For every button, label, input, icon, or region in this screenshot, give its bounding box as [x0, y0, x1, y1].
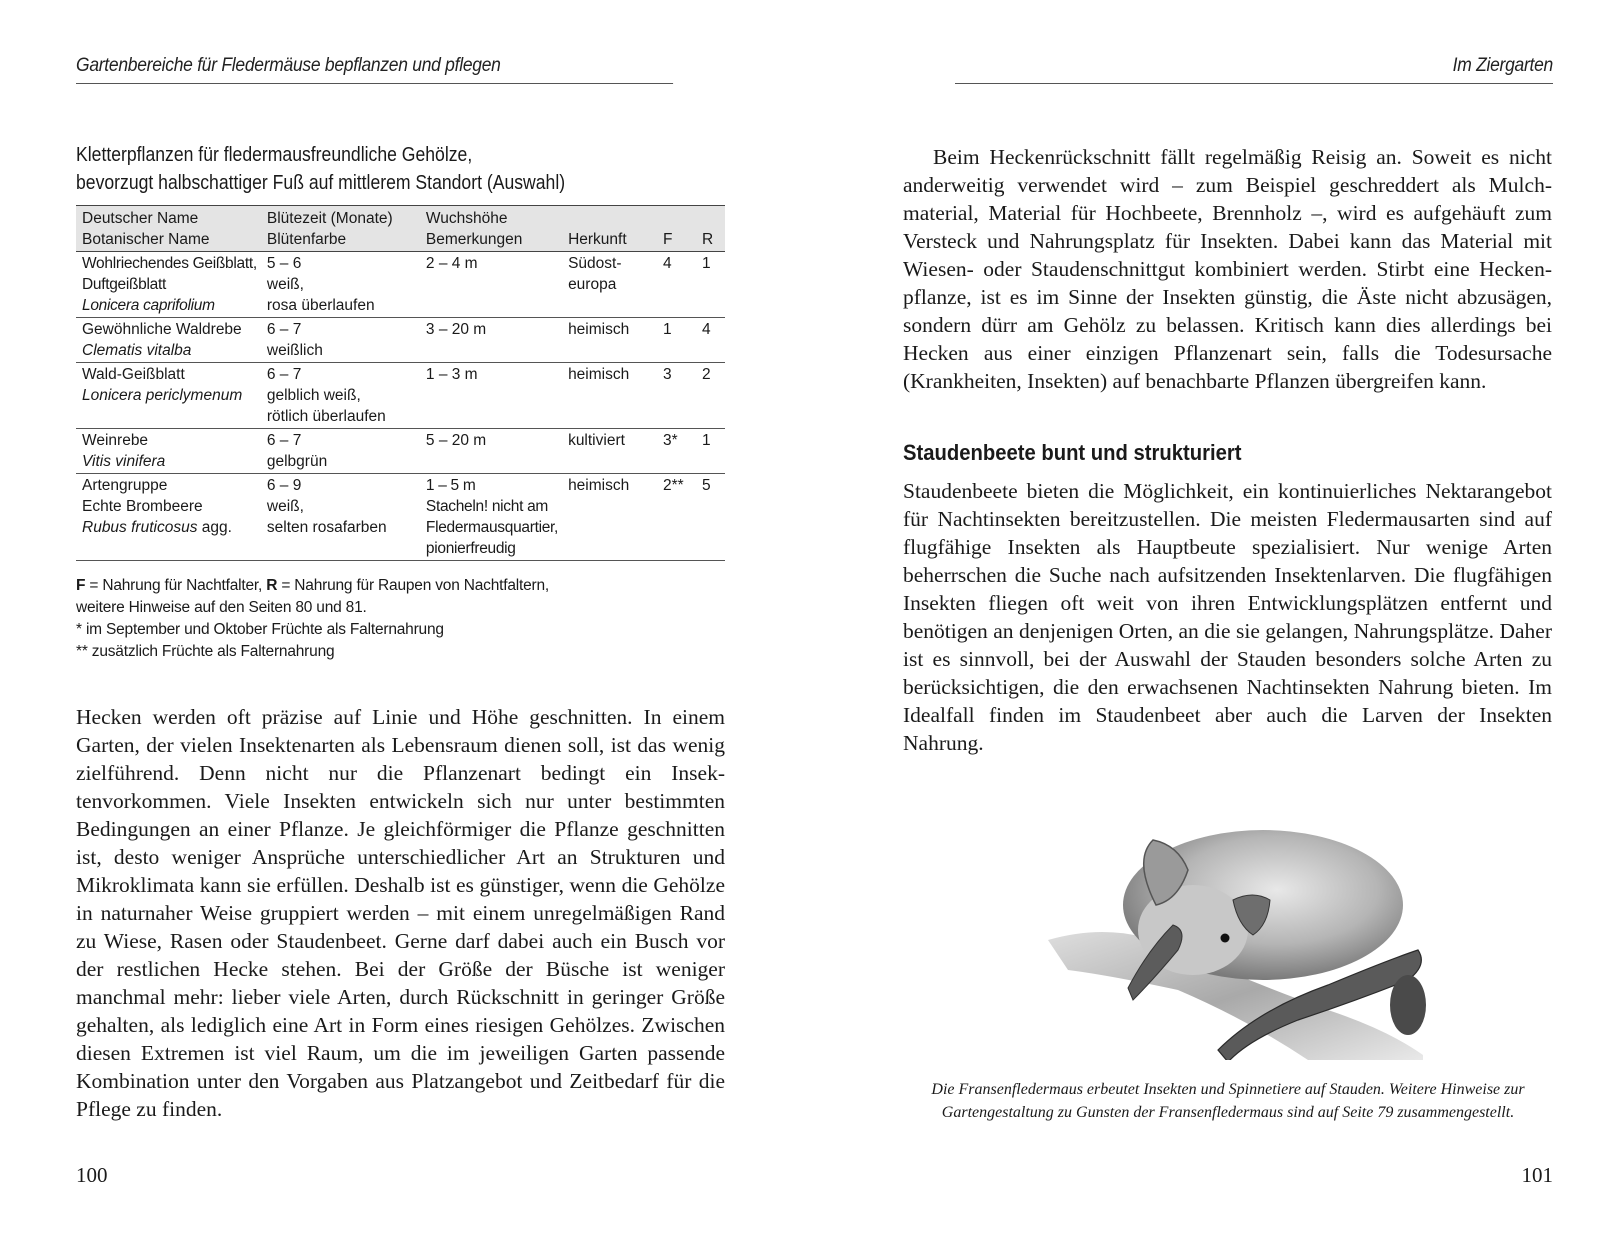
cell-origin: heimisch: [562, 474, 657, 561]
cell-f: 2**: [657, 474, 696, 561]
cell-origin: Südost- europa: [562, 252, 657, 318]
cell-bloom: 6 – 7 gelbgrün: [261, 429, 420, 474]
header-r: R: [696, 206, 725, 252]
table-row: [76, 318, 725, 363]
footnote-single-asterisk: * im September und Oktober Früchte als Falternahrung: [76, 621, 444, 638]
header-f: F: [657, 206, 696, 252]
cell-f: 4: [657, 252, 696, 318]
running-head-right: Im Ziergarten: [955, 54, 1553, 84]
page-number: 100: [76, 1163, 108, 1187]
cell-r: 5: [696, 474, 725, 561]
cell-height: 2 – 4 m: [420, 252, 562, 318]
table-title: Kletterpflanzen für fledermausfreundliche Gehölze, bevorzugt halbschattiger Fuß auf mittlerem Standort (Auswahl): [76, 144, 566, 194]
body-paragraph: Hecken werden oft präzise auf Linie und Höhe geschnitten. In einem Garten, der vielen Insektenarten als Lebensraum dienen soll, ist das wenig zielführend. Denn nicht nur die Pflanzenart bedingt ein Insektenvorkommen. Viele Insekten entwickeln sich nur unter bestimmten Bedingungen an einer Pflanze. Je gleichförmiger die Pflanze geschnitten ist, desto weniger Ansprüche unterschiedlicher Art an Strukturen und Mikroklimata kann sie erfüllen. Deshalb ist es günstiger, wenn die Gehölze in naturnaher Weise gruppiert werden – mit einem unregelmäßigen Rand zu Wiese, Rasen oder Staudenbeet. Gerne darf dabei auch ein Busch vor der restlichen Hecke stehen. Bei der Größe der Büsche ist weniger manchmal mehr: lieber viele Arten, durch Rückschnitt in geringer Größe gehalten, als lediglich eine Art in Form eines riesigen Gehölzes. Zwischen diesen Extremen ist viel Raum, um die im jeweiligen Garten passende Kombination unter den Vorgaben aus Platzangebot und Zeitbedarf für die Pflege zu finden.: [76, 705, 725, 1121]
cell-r: 1: [696, 252, 725, 318]
header-bloom: Blütezeit (Monate) Blütenfarbe: [261, 206, 420, 252]
cell-bloom: 6 – 7 weißlich: [261, 318, 420, 363]
cell-bloom: 6 – 9 weiß, selten rosafarben: [261, 474, 420, 561]
header-origin: Herkunft: [562, 206, 657, 252]
table-header-row: [76, 206, 725, 252]
cell-name: Gewöhnliche Waldrebe Clematis vitalba: [76, 318, 261, 363]
cell-origin: heimisch: [562, 363, 657, 429]
legend-note: F = Nahrung für Nachtfalter, R = Nahrung für Raupen von Nachtfaltern,: [76, 577, 550, 594]
cell-origin: heimisch: [562, 318, 657, 363]
table-row: [76, 363, 725, 429]
cell-name: Wald-Geißblatt Lonicera periclymenum: [76, 363, 261, 429]
running-head-left: Gartenbereiche für Fledermäuse bepflanzen und pflegen: [76, 54, 673, 84]
cell-r: 2: [696, 363, 725, 429]
right-page: [903, 0, 1553, 1240]
header-height: Wuchshöhe Bemerkungen: [420, 206, 562, 252]
header-name: Deutscher Name Botanischer Name: [76, 206, 261, 252]
table-row: [76, 252, 725, 318]
cell-height: 3 – 20 m: [420, 318, 562, 363]
page-number: 101: [1521, 1163, 1553, 1187]
cell-r: 4: [696, 318, 725, 363]
body-paragraph: Staudenbeete bieten die Möglichkeit, ein kontinuierliches Nektarangebot für Nachtinsekten bereitzustellen. Die meisten Fledermausarten sind auf flugfähige Insekten als Hauptbeute spezialisiert. Nur wenige Arten beherrschen die Suche nach aufsitzenden Insektenlarven. Die flugfähigen Insekten fliegen oft weit von ihren Entwicklungsplätzen entfernt und benötigen an denjenigen Orten, an die sie gelangen, Nahrungsplätze. Daher ist es sinnvoll, bei der Auswahl der Stauden besonders solche Arten zu berücksichtigen, die den erwachsenen Nachtinsekten Nahrung bieten. Im Idealfall finden im Staudenbeet aber auch die Larven der Insekten Nahrung.: [903, 479, 1552, 755]
cell-bloom: 6 – 7 gelblich weiß, rötlich überlaufen: [261, 363, 420, 429]
table-row: [76, 474, 725, 561]
cell-height: 5 – 20 m: [420, 429, 562, 474]
footnote-double-asterisk: ** zusätzlich Früchte als Falternahrung: [76, 643, 335, 660]
section-heading: Staudenbeete bunt und strukturiert: [903, 440, 1242, 465]
cell-height: 1 – 3 m: [420, 363, 562, 429]
cell-name: Wohlriechendes Geißblatt, Duftgeißblatt Lonicera caprifolium: [76, 252, 261, 318]
bat-icon: [1028, 800, 1428, 1060]
bat-illustration: [1028, 800, 1428, 1060]
cell-origin: kultiviert: [562, 429, 657, 474]
cell-f: 3: [657, 363, 696, 429]
figure-caption: Die Fransenfledermaus erbeutet Insekten und Spinnetiere auf Stauden. Weitere Hinweise zur Gartengestaltung zu Gunsten der Fransenfledermaus sind auf Seite 79 zusammengestellt.: [931, 1081, 1525, 1121]
left-page: [76, 0, 725, 1240]
table-footnotes: F = Nahrung für Nachtfalter, R = Nahrung für Raupen von Nachtfaltern, weitere Hinweise auf den Seiten 80 und 81. * im September und Oktober Früchte als Falternahrung ** zusätzlich Früchte als Falternahrung: [76, 575, 725, 663]
cell-f: 1: [657, 318, 696, 363]
cell-r: 1: [696, 429, 725, 474]
climbing-plants-table: [76, 205, 725, 561]
table-row: [76, 429, 725, 474]
body-paragraph: Beim Heckenrückschnitt fällt regelmäßig Reisig an. Soweit es nicht anderweitig verwendet wird – zum Beispiel geschreddert als Mulchmaterial, Material für Hochbeete, Brennholz –, wird es aufgehäuft zum Versteck und Nahrungsplatz für Insekten. Dabei kann das Material mit Wiesen- oder Staudenschnittgut kombiniert werden. Stirbt eine Heckenpflanze, ist es im Sinne der Insekten günstig, die Äste nicht abzusägen, sondern dürr am Gehölz zu belassen. Kritisch kann dies allerdings bei Hecken aus einer einzigen Pflanzenart sein, falls die Todesursache (Krankheiten, Insekten) auf benachbarte Pflanzen übergreifen kann.: [903, 145, 1552, 393]
cell-name: Weinrebe Vitis vinifera: [76, 429, 261, 474]
cell-f: 3*: [657, 429, 696, 474]
cell-height: 1 – 5 m Stacheln! nicht am Fledermausquartier, pionierfreudig: [420, 474, 562, 561]
cell-name: Artengruppe Echte Brombeere Rubus fruticosus agg.: [76, 474, 261, 561]
cell-bloom: 5 – 6 weiß, rosa überlaufen: [261, 252, 420, 318]
